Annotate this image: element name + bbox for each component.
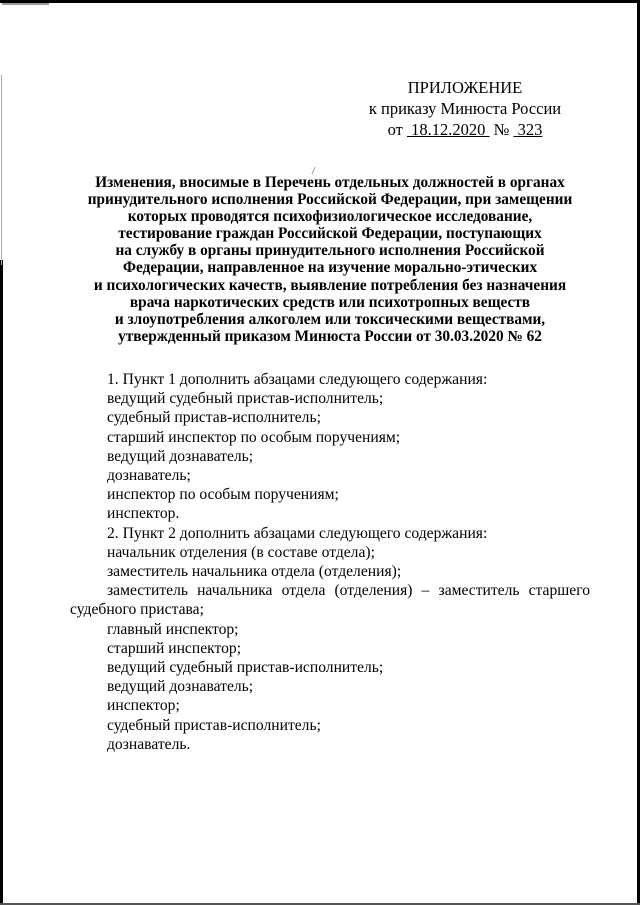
- number-prefix: №: [493, 120, 510, 139]
- section2-heading: 2. Пункт 2 дополнить абзацами следующего содержания:: [107, 524, 488, 542]
- title-line: Изменения, вносимые в Перечень отдельных должностей в органах: [95, 174, 565, 191]
- title-line: принудительного исполнения Российской Федерации, при замещении: [87, 191, 573, 209]
- title-line: которых проводятся психофизиологическое исследование,: [127, 208, 533, 226]
- section2-item: главный инспектор;: [107, 620, 239, 638]
- section2-item: начальник отделения (в составе отдела);: [107, 543, 375, 561]
- section2-item: судебный пристав-исполнитель;: [107, 716, 321, 734]
- scan-border-left-shadow: [1, 75, 2, 265]
- scan-border-top-shadow: [2, 3, 49, 5]
- document-body: [70, 370, 590, 754]
- section1-item: инспектор.: [107, 505, 180, 523]
- section1-item: инспектор по особым поручениям;: [107, 486, 339, 504]
- section2-item: старший инспектор;: [107, 639, 242, 657]
- title-line: Федерации, направленное на изучение морально-этических: [122, 259, 538, 277]
- section2-long-item-continuation: судебного пристава;: [70, 601, 204, 619]
- scan-border-top: [0, 0, 640, 3]
- order-date: 18.12.2020: [411, 120, 486, 139]
- section2-item: инспектор;: [107, 697, 180, 715]
- section1-item: старший инспектор по особым поручениям;: [107, 428, 401, 446]
- title-line: тестирование граждан Российской Федерации, поступающих: [118, 225, 542, 243]
- annex-heading: ПРИЛОЖЕНИЕ: [407, 78, 523, 97]
- stray-mark: /: [312, 166, 315, 177]
- scan-border-left: [0, 260, 3, 905]
- annex-block: [340, 77, 590, 140]
- title-line: и психологических качеств, выявление потребления без назначения: [93, 276, 567, 294]
- order-number: 323: [517, 120, 543, 139]
- section1-item: дознаватель;: [107, 467, 191, 485]
- title-line: и злоупотребления алкоголем или токсическими веществами,: [114, 310, 546, 328]
- section2-item: ведущий судебный пристав-исполнитель;: [107, 659, 384, 677]
- section2-item: заместитель начальника отдела (отделения);: [107, 563, 402, 581]
- section1-item: судебный пристав-исполнитель;: [107, 409, 321, 427]
- document-title: [60, 174, 600, 345]
- section2-item: дознаватель.: [107, 735, 191, 753]
- title-line: врача наркотических средств или психотропных веществ: [129, 293, 531, 311]
- section2-long-item: заместитель начальника отдела (отделения) – заместитель старшего: [107, 582, 590, 600]
- section1-item: ведущий дознаватель;: [107, 447, 254, 465]
- date-prefix: от: [387, 120, 403, 139]
- section1-item: ведущий судебный пристав-исполнитель;: [107, 390, 384, 408]
- title-line: на службу в органы принудительного исполнения Российской: [115, 242, 545, 260]
- section1-heading: 1. Пункт 1 дополнить абзацами следующего содержания:: [107, 371, 488, 388]
- section2-item: ведущий дознаватель;: [107, 678, 254, 696]
- annex-order-ref: к приказу Минюста России: [368, 99, 562, 118]
- annex-date-number: [340, 119, 590, 140]
- title-line: утвержденный приказом Минюста России от 30.03.2020 № 62: [118, 327, 542, 345]
